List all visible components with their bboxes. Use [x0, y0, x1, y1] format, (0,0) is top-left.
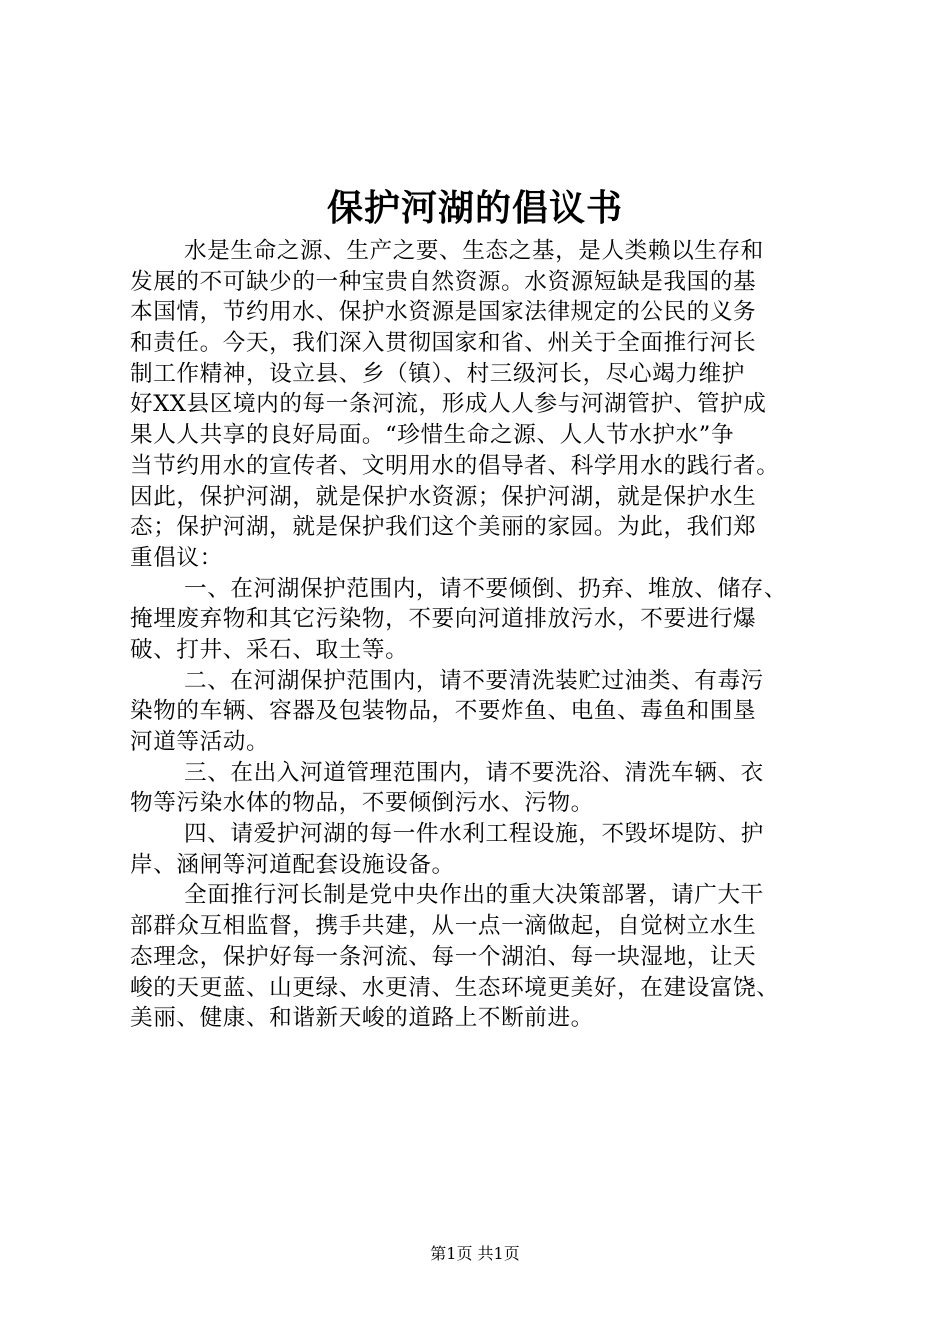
paragraph-line: 水是生命之源、生产之要、生态之基，是人类赖以生存和 [184, 238, 764, 264]
paragraph-line: 重倡议： [130, 544, 223, 571]
paragraph-line: 四、请爱护河湖的每一件水利工程设施，不毁坏堤防、护 [184, 821, 764, 848]
paragraph-line: 二、在河湖保护范围内，请不要清洗装贮过油类、有毒污 [184, 667, 764, 694]
paragraph-line: 本国情，节约用水、保护水资源是国家法律规定的公民的义务 [130, 299, 757, 326]
paragraph-line: 当节约用水的宣传者、文明用水的倡导者、科学用水的践行者。 [130, 452, 780, 479]
paragraph-line: 态理念，保护好每一条河流、每一个湖泊、每一块湿地，让天 [130, 943, 757, 970]
paragraph-line: 因此，保护河湖，就是保护水资源；保护河湖，就是保护水生 [130, 483, 757, 510]
paragraph-line: 染物的车辆、容器及包装物品，不要炸鱼、电鱼、毒鱼和围垦 [130, 698, 757, 725]
paragraph-line: 好XX县区境内的每一条河流，形成人人参与河湖管护、管护成 [130, 391, 767, 418]
paragraph-line: 美丽、健康、和谐新天峻的道路上不断前进。 [130, 1005, 594, 1032]
paragraph-line: 态；保护河湖，就是保护我们这个美丽的家园。为此，我们郑 [130, 514, 757, 541]
document-title: 保护河湖的倡议书 [326, 187, 623, 229]
paragraph-line: 掩埋废弃物和其它污染物，不要向河道排放污水，不要进行爆 [130, 606, 757, 633]
paragraph-line: 三、在出入河道管理范围内，请不要洗浴、清洗车辆、衣 [184, 759, 764, 786]
document-body [130, 236, 828, 1034]
page-footer: 第1页 共1页 [430, 1244, 520, 1263]
paragraph-line: 岸、涵闸等河道配套设施设备。 [130, 851, 455, 878]
paragraph-line: 河道等活动。 [130, 729, 270, 755]
paragraph-line: 和责任。今天，我们深入贯彻国家和省、州关于全面推行河长 [130, 330, 757, 357]
paragraph-line: 峻的天更蓝、山更绿、水更清、生态环境更美好，在建设富饶、 [130, 974, 780, 1001]
paragraph-line: 发展的不可缺少的一种宝贵自然资源。水资源短缺是我国的基 [130, 268, 757, 295]
paragraph-line: 制工作精神，设立县、乡（镇）、村三级河长，尽心竭力维护 [130, 360, 745, 387]
paragraph-line: 物等污染水体的物品，不要倾倒污水、污物。 [130, 790, 594, 817]
paragraph-line: 部群众互相监督，携手共建，从一点一滴做起，自觉树立水生 [130, 913, 757, 940]
paragraph-line: 全面推行河长制是党中央作出的重大决策部署，请广大干 [184, 882, 764, 909]
paragraph-line: 果人人共享的良好局面。“珍惜生命之源、人人节水护水”争 [130, 422, 735, 449]
paragraph-line: 一、在河湖保护范围内，请不要倾倒、扔弃、堆放、储存、 [184, 575, 788, 602]
paragraph-line: 破、打井、采石、取土等。 [130, 636, 409, 663]
